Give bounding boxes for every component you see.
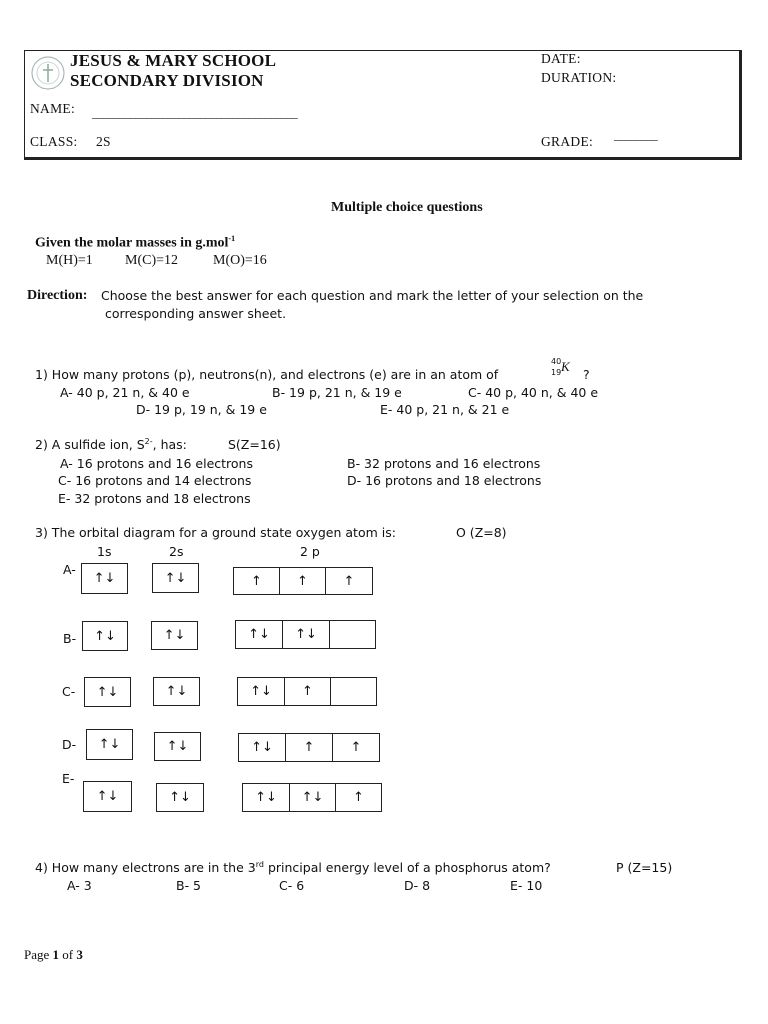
q1-text: 1) How many protons (p), neutrons(n), and electrons (e) are in an atom of [35, 367, 499, 382]
q3-b-2p-box-2: ↑↓ [282, 620, 330, 649]
grade-label: GRADE: [541, 134, 594, 149]
q3-header-2p: 2 p [300, 544, 320, 559]
direction-text-1: Choose the best answer for each question and mark the letter of your selection on the [101, 288, 644, 303]
date-label: DATE: [541, 51, 581, 66]
q4-option-c[interactable]: C- 6 [279, 878, 305, 893]
q3-e-1s-box: ↑↓ [83, 781, 132, 812]
q2-option-d[interactable]: D- 16 protons and 18 electrons [347, 473, 542, 488]
molar-h: M(H)=1 [46, 253, 93, 268]
grade-line[interactable]: ________ [614, 128, 658, 142]
q3-c-1s-box: ↑↓ [84, 677, 131, 707]
q3-a-2s-box: ↑↓ [152, 563, 199, 593]
q3-a-2p-box-1: ↑ [233, 567, 280, 595]
q3-c-2p-box-1: ↑↓ [237, 677, 285, 706]
q3-a-1s-box: ↑↓ [81, 563, 128, 594]
q2-option-e[interactable]: E- 32 protons and 18 electrons [58, 491, 251, 506]
direction-text-2: corresponding answer sheet. [105, 306, 287, 321]
q2-text: 2) A sulfide ion, $S^{2-}$, has: [35, 437, 187, 453]
molar-o: M(O)=16 [213, 253, 267, 268]
q1-symbol: K [561, 359, 570, 374]
q4-option-d[interactable]: D- 8 [404, 878, 431, 893]
q3-z: O (Z=8) [456, 525, 507, 540]
q3-option-b-label[interactable]: B- [63, 631, 77, 646]
q3-c-2p-box-2: ↑ [284, 677, 331, 706]
q1-option-d[interactable]: D- 19 p, 19 n, & 19 e [136, 402, 267, 417]
q3-option-d-label[interactable]: D- [62, 737, 77, 752]
q3-a-2p-box-3: ↑ [325, 567, 373, 595]
q4-option-b[interactable]: B- 5 [176, 878, 202, 893]
q3-option-c-label[interactable]: C- [62, 684, 76, 699]
direction-label: Direction: [27, 288, 88, 303]
q2-option-b[interactable]: B- 32 protons and 16 electrons [347, 456, 541, 471]
molar-heading: Given the molar masses in g.mol$^{-1}$ [35, 234, 236, 251]
molar-c: M(C)=12 [125, 253, 179, 268]
q4-text: 4) How many electrons are in the 3rd principal energy level of a phosphorus atom? [35, 860, 551, 876]
q1-option-a[interactable]: A- 40 p, 21 n, & 40 e [60, 385, 190, 400]
q3-e-2p-box-2: ↑↓ [289, 783, 336, 812]
name-label: NAME: [30, 101, 75, 116]
q2-option-c[interactable]: C- 16 protons and 14 electrons [58, 473, 252, 488]
q2-z: S(Z=16) [228, 437, 281, 452]
q3-option-a-label[interactable]: A- [63, 562, 76, 577]
q3-b-2s-box: ↑↓ [151, 621, 198, 650]
school-logo [30, 55, 66, 91]
q4-z: P (Z=15) [616, 860, 673, 875]
q3-d-2p-box-2: ↑ [285, 733, 333, 762]
q3-d-1s-box: ↑↓ [86, 729, 133, 760]
q2-option-a[interactable]: A- 16 protons and 16 electrons [60, 456, 253, 471]
q3-d-2p-box-3: ↑ [332, 733, 380, 762]
class-value: 2S [96, 134, 111, 149]
q3-b-1s-box: ↑↓ [82, 621, 128, 651]
q1-option-c[interactable]: C- 40 p, 40 n, & 40 e [468, 385, 599, 400]
school-division: SECONDARY DIVISION [70, 71, 264, 90]
q3-a-2p-box-2: ↑ [279, 567, 326, 595]
q3-e-2p-box-1: ↑↓ [242, 783, 290, 812]
q3-b-2p-box-1: ↑↓ [235, 620, 283, 649]
q1-option-e[interactable]: E- 40 p, 21 n, & 21 e [380, 402, 510, 417]
q1-option-b[interactable]: B- 19 p, 21 n, & 19 e [272, 385, 402, 400]
q3-d-2s-box: ↑↓ [154, 732, 201, 761]
q3-header-1s: 1s [97, 544, 112, 559]
duration-label: DURATION: [541, 70, 617, 85]
q3-header-2s: 2s [169, 544, 184, 559]
q3-d-2p-box-1: ↑↓ [238, 733, 286, 762]
q3-c-2s-box: ↑↓ [153, 677, 200, 706]
q1-atomic-number: 19 [551, 368, 562, 377]
name-line[interactable]: ______________________________________ [92, 106, 298, 120]
q3-e-2p-box-3: ↑ [335, 783, 382, 812]
q3-e-2s-box: ↑↓ [156, 783, 204, 812]
q4-option-a[interactable]: A- 3 [67, 878, 92, 893]
q1-mass-number: 40 [551, 357, 562, 366]
q3-option-e-label[interactable]: E- [62, 771, 75, 786]
q3-c-2p-box-3 [330, 677, 377, 706]
q1-qmark: ? [583, 367, 590, 382]
q3-text: 3) The orbital diagram for a ground state oxygen atom is: [35, 525, 396, 540]
class-label: CLASS: [30, 134, 78, 149]
page-number: Page 1 of 3 [24, 947, 83, 962]
school-name: JESUS & MARY SCHOOL [70, 51, 277, 70]
q3-b-2p-box-3 [329, 620, 376, 649]
q4-option-e[interactable]: E- 10 [510, 878, 543, 893]
page-title: Multiple choice questions [331, 200, 483, 215]
